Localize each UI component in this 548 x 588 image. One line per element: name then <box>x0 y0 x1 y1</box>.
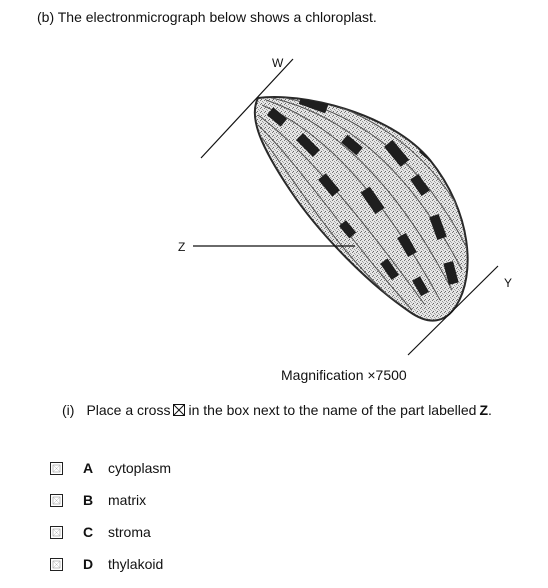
option-a[interactable] <box>50 452 350 484</box>
option-text: cytoplasm <box>108 460 172 476</box>
question-text-before: Place a cross <box>86 402 171 418</box>
option-b[interactable] <box>50 484 350 516</box>
checkbox-icon[interactable] <box>50 526 63 539</box>
option-letter: B <box>83 492 94 508</box>
answer-options <box>50 452 350 580</box>
label-z: Z <box>178 240 186 254</box>
checkbox-icon[interactable] <box>50 494 63 507</box>
option-d[interactable] <box>50 548 350 580</box>
question-target-label: Z <box>479 402 489 418</box>
option-text: matrix <box>108 492 147 508</box>
question-end-punct: . <box>488 402 492 418</box>
question-text-after: in the box next to the name of the part labelled <box>188 402 477 418</box>
option-letter: A <box>83 460 94 476</box>
option-c[interactable] <box>50 516 350 548</box>
question-number: (i) <box>62 402 75 418</box>
option-letter: C <box>83 524 94 540</box>
question-text <box>62 402 492 418</box>
option-text: thylakoid <box>108 556 164 572</box>
option-letter: D <box>83 556 94 572</box>
magnification-caption: Magnification ×7500 <box>281 367 407 383</box>
chloroplast-body <box>255 94 470 321</box>
label-w: W <box>272 56 284 70</box>
option-text: stroma <box>108 524 151 540</box>
label-y: Y <box>504 276 513 290</box>
checkbox-icon[interactable] <box>50 462 63 475</box>
intro-text: (b) The electronmicrograph below shows a chloroplast. <box>37 9 377 25</box>
checkbox-icon[interactable] <box>50 558 63 571</box>
crossed-box-icon <box>173 404 185 416</box>
